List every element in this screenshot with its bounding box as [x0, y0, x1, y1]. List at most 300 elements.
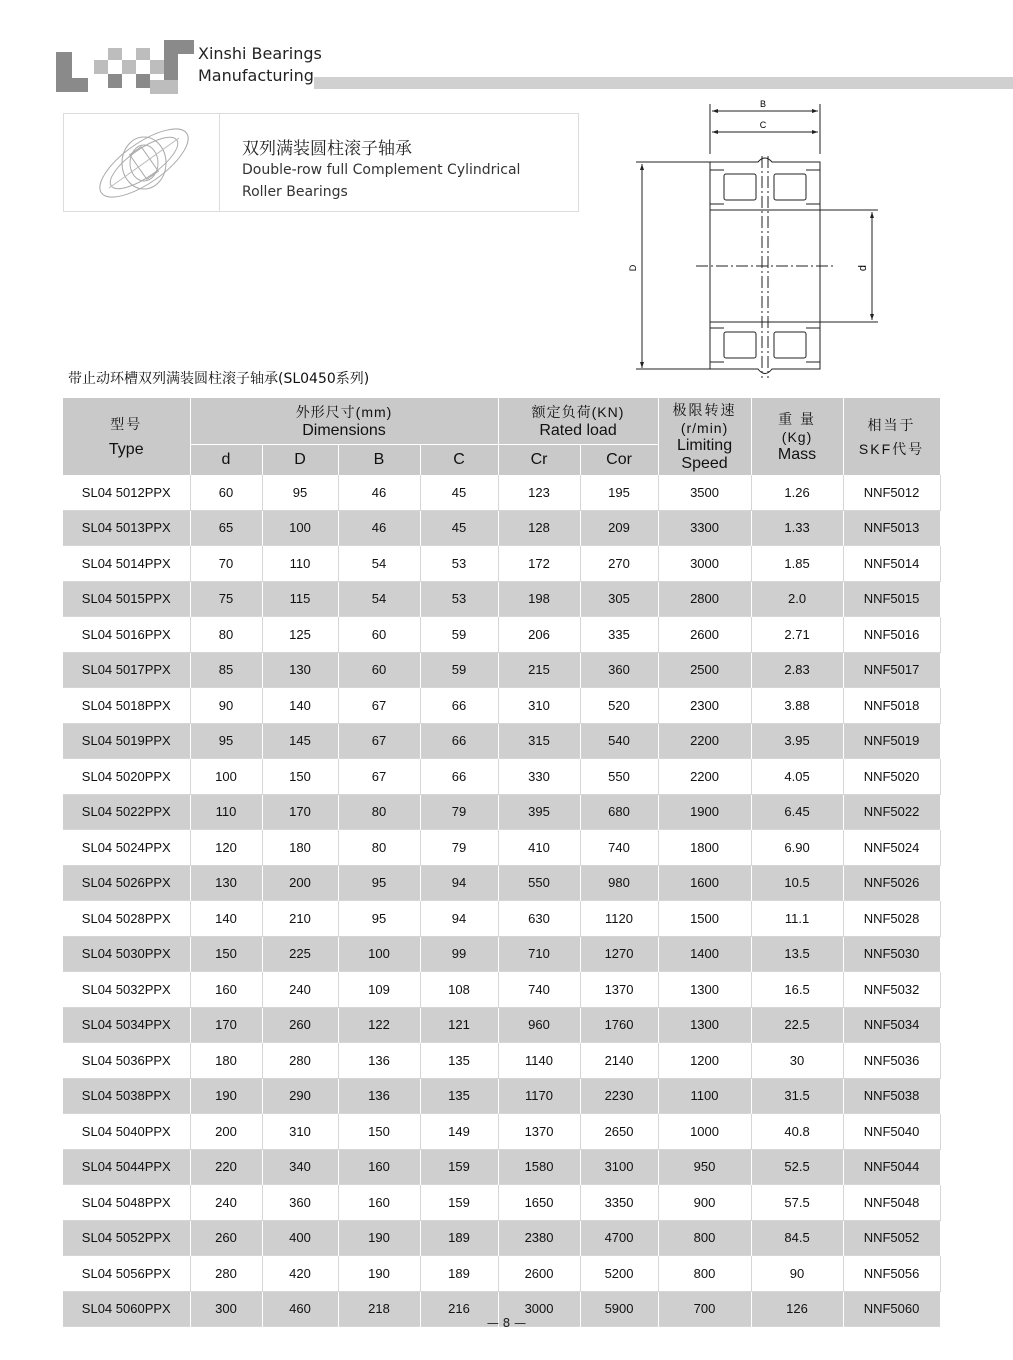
cell-limiting-speed: 1800 [658, 830, 751, 866]
table-row [63, 1043, 940, 1079]
cell-Cor: 360 [580, 652, 658, 688]
cell-type: SL04 5044PPX [63, 1149, 190, 1185]
cell-C: 121 [420, 1007, 498, 1043]
drawing-label-C: C [759, 120, 767, 130]
cell-Cor: 1760 [580, 1007, 658, 1043]
cell-type: SL04 5015PPX [63, 581, 190, 617]
cell-C: 135 [420, 1078, 498, 1114]
table-row [63, 759, 940, 795]
header-rated-load [498, 398, 658, 445]
cell-type: SL04 5024PPX [63, 830, 190, 866]
divider [219, 114, 220, 211]
cell-type: SL04 5028PPX [63, 901, 190, 937]
cell-Cr: 1140 [498, 1043, 580, 1079]
header-mass [751, 398, 843, 475]
cell-C: 45 [420, 510, 498, 546]
table-row [63, 723, 940, 759]
cell-type: SL04 5019PPX [63, 723, 190, 759]
header-type-cn: 型号 [110, 415, 143, 432]
cell-type: SL04 5017PPX [63, 652, 190, 688]
cell-C: 66 [420, 759, 498, 795]
cell-Cor: 3100 [580, 1149, 658, 1185]
cell-d: 190 [190, 1078, 262, 1114]
table-row [63, 1078, 940, 1114]
cell-B: 60 [338, 617, 420, 653]
product-title-cn: 双列满装圆柱滚子轴承 [242, 139, 412, 159]
cell-mass: 90 [751, 1256, 843, 1292]
cell-B: 100 [338, 936, 420, 972]
cell-C: 108 [420, 972, 498, 1008]
bearing-thumbnail-image [89, 118, 199, 208]
header-limiting-speed [658, 398, 751, 475]
header-B: B [338, 445, 420, 476]
cell-Cor: 1370 [580, 972, 658, 1008]
table-row [63, 1185, 940, 1221]
cell-C: 94 [420, 901, 498, 937]
cell-d: 280 [190, 1256, 262, 1292]
cell-D: 280 [262, 1043, 338, 1079]
header-type [63, 398, 190, 475]
cell-Cor: 209 [580, 510, 658, 546]
cell-d: 150 [190, 936, 262, 972]
cell-B: 136 [338, 1078, 420, 1114]
cell-d: 120 [190, 830, 262, 866]
cell-Cor: 195 [580, 475, 658, 510]
header-skf-cn-1: 相当于 [867, 416, 916, 433]
cell-limiting-speed: 2600 [658, 617, 751, 653]
brand-line-1: Xinshi Bearings [198, 44, 322, 63]
cell-D: 200 [262, 865, 338, 901]
cell-mass: 13.5 [751, 936, 843, 972]
cell-Cr: 960 [498, 1007, 580, 1043]
cell-type: SL04 5048PPX [63, 1185, 190, 1221]
cell-type: SL04 5020PPX [63, 759, 190, 795]
cell-skf-code: NNF5048 [843, 1185, 940, 1221]
product-title-en-line-1: Double-row full Complement Cylindrical [242, 162, 521, 178]
cell-limiting-speed: 3500 [658, 475, 751, 510]
cell-d: 70 [190, 546, 262, 582]
table-row [63, 581, 940, 617]
cell-type: SL04 5056PPX [63, 1256, 190, 1292]
cell-Cr: 1170 [498, 1078, 580, 1114]
cell-C: 79 [420, 830, 498, 866]
cell-d: 60 [190, 475, 262, 510]
cell-skf-code: NNF5060 [843, 1291, 940, 1327]
cell-C: 59 [420, 617, 498, 653]
cell-B: 54 [338, 546, 420, 582]
cell-mass: 11.1 [751, 901, 843, 937]
table-row [63, 510, 940, 546]
cell-d: 200 [190, 1114, 262, 1150]
cell-skf-code: NNF5024 [843, 830, 940, 866]
header-mass-cn: 重 量 [778, 410, 816, 427]
table-row [63, 1149, 940, 1185]
section-title: 带止动环槽双列满装圆柱滚子轴承(SL0450系列) [68, 371, 370, 387]
table-row [63, 830, 940, 866]
cell-limiting-speed: 2800 [658, 581, 751, 617]
cell-Cr: 1370 [498, 1114, 580, 1150]
cell-skf-code: NNF5030 [843, 936, 940, 972]
table-row [63, 546, 940, 582]
cell-type: SL04 5014PPX [63, 546, 190, 582]
header-C: C [420, 445, 498, 476]
cell-D: 310 [262, 1114, 338, 1150]
cell-B: 150 [338, 1114, 420, 1150]
cell-mass: 31.5 [751, 1078, 843, 1114]
header-skf-cn-2: SKF代号 [858, 440, 925, 457]
cell-D: 95 [262, 475, 338, 510]
cell-d: 90 [190, 688, 262, 724]
cell-D: 225 [262, 936, 338, 972]
cell-d: 140 [190, 901, 262, 937]
table-row [63, 688, 940, 724]
cell-mass: 57.5 [751, 1185, 843, 1221]
cell-type: SL04 5013PPX [63, 510, 190, 546]
product-title-en-line-2: Roller Bearings [242, 184, 348, 200]
cell-Cr: 128 [498, 510, 580, 546]
cell-D: 290 [262, 1078, 338, 1114]
table-row [63, 794, 940, 830]
cell-Cor: 520 [580, 688, 658, 724]
cell-mass: 22.5 [751, 1007, 843, 1043]
cell-Cr: 172 [498, 546, 580, 582]
cell-C: 149 [420, 1114, 498, 1150]
cell-type: SL04 5060PPX [63, 1291, 190, 1327]
cell-B: 67 [338, 688, 420, 724]
cell-limiting-speed: 900 [658, 1185, 751, 1221]
cell-C: 53 [420, 546, 498, 582]
cell-C: 189 [420, 1256, 498, 1292]
table-row [63, 865, 940, 901]
cell-B: 109 [338, 972, 420, 1008]
header-speed-en-1: Limiting [676, 436, 733, 454]
cell-mass: 3.95 [751, 723, 843, 759]
cell-Cr: 1650 [498, 1185, 580, 1221]
cell-Cor: 2140 [580, 1043, 658, 1079]
cell-limiting-speed: 2500 [658, 652, 751, 688]
cell-mass: 84.5 [751, 1220, 843, 1256]
cell-Cr: 198 [498, 581, 580, 617]
cell-Cor: 1270 [580, 936, 658, 972]
cell-type: SL04 5026PPX [63, 865, 190, 901]
cell-D: 115 [262, 581, 338, 617]
cell-type: SL04 5030PPX [63, 936, 190, 972]
cell-B: 160 [338, 1149, 420, 1185]
cell-B: 190 [338, 1220, 420, 1256]
cell-Cor: 540 [580, 723, 658, 759]
cell-B: 80 [338, 830, 420, 866]
cell-D: 180 [262, 830, 338, 866]
cell-B: 67 [338, 759, 420, 795]
table-row [63, 1007, 940, 1043]
cell-limiting-speed: 1300 [658, 1007, 751, 1043]
cell-d: 110 [190, 794, 262, 830]
cell-Cr: 410 [498, 830, 580, 866]
cell-skf-code: NNF5022 [843, 794, 940, 830]
header-mass-unit: (Kg) [781, 428, 813, 445]
cell-skf-code: NNF5015 [843, 581, 940, 617]
cell-Cr: 315 [498, 723, 580, 759]
cell-mass: 6.90 [751, 830, 843, 866]
cell-limiting-speed: 800 [658, 1256, 751, 1292]
cell-C: 66 [420, 723, 498, 759]
cell-limiting-speed: 2200 [658, 723, 751, 759]
cell-d: 220 [190, 1149, 262, 1185]
cell-type: SL04 5038PPX [63, 1078, 190, 1114]
cell-mass: 2.0 [751, 581, 843, 617]
cell-D: 130 [262, 652, 338, 688]
cell-C: 66 [420, 688, 498, 724]
cell-Cor: 2230 [580, 1078, 658, 1114]
cell-d: 95 [190, 723, 262, 759]
cell-B: 190 [338, 1256, 420, 1292]
divider [63, 114, 64, 211]
company-logo [54, 38, 196, 102]
cell-limiting-speed: 3000 [658, 546, 751, 582]
cell-Cr: 2600 [498, 1256, 580, 1292]
cell-Cr: 630 [498, 901, 580, 937]
cell-skf-code: NNF5038 [843, 1078, 940, 1114]
cell-skf-code: NNF5016 [843, 617, 940, 653]
cell-mass: 2.83 [751, 652, 843, 688]
cell-Cor: 980 [580, 865, 658, 901]
cell-D: 110 [262, 546, 338, 582]
cell-skf-code: NNF5014 [843, 546, 940, 582]
cell-d: 80 [190, 617, 262, 653]
cell-C: 94 [420, 865, 498, 901]
cell-skf-code: NNF5018 [843, 688, 940, 724]
header-Cor: Cor [580, 445, 658, 476]
table-row [63, 1114, 940, 1150]
header-type-en: Type [108, 440, 144, 458]
cell-d: 170 [190, 1007, 262, 1043]
table-header-row [63, 398, 940, 445]
header-D: D [262, 445, 338, 476]
cell-skf-code: NNF5028 [843, 901, 940, 937]
cell-mass: 30 [751, 1043, 843, 1079]
cell-C: 45 [420, 475, 498, 510]
cell-C: 99 [420, 936, 498, 972]
cell-skf-code: NNF5020 [843, 759, 940, 795]
cell-skf-code: NNF5056 [843, 1256, 940, 1292]
cell-Cr: 3000 [498, 1291, 580, 1327]
cell-C: 216 [420, 1291, 498, 1327]
brand-line-2: Manufacturing [198, 66, 314, 85]
cell-Cr: 310 [498, 688, 580, 724]
cell-B: 54 [338, 581, 420, 617]
cell-Cr: 550 [498, 865, 580, 901]
product-title-en [242, 159, 520, 203]
header-dimensions-cn: 外形尺寸(mm) [295, 404, 393, 420]
cell-Cr: 2380 [498, 1220, 580, 1256]
header-speed-en-2: Speed [681, 454, 728, 472]
cell-Cor: 680 [580, 794, 658, 830]
cell-limiting-speed: 1600 [658, 865, 751, 901]
cell-C: 135 [420, 1043, 498, 1079]
cell-Cr: 710 [498, 936, 580, 972]
page-number: — 8 — [486, 1316, 527, 1330]
cell-D: 240 [262, 972, 338, 1008]
cell-mass: 4.05 [751, 759, 843, 795]
cell-d: 100 [190, 759, 262, 795]
cell-Cor: 740 [580, 830, 658, 866]
cell-Cr: 206 [498, 617, 580, 653]
cell-Cor: 4700 [580, 1220, 658, 1256]
cell-Cor: 2650 [580, 1114, 658, 1150]
product-title-box [63, 113, 579, 212]
cell-Cr: 395 [498, 794, 580, 830]
cell-Cor: 550 [580, 759, 658, 795]
cell-type: SL04 5052PPX [63, 1220, 190, 1256]
drawing-label-B: B [759, 99, 767, 109]
cell-mass: 52.5 [751, 1149, 843, 1185]
cell-B: 46 [338, 475, 420, 510]
cell-D: 340 [262, 1149, 338, 1185]
header-speed-cn: 极限转速 [672, 401, 737, 418]
cell-d: 300 [190, 1291, 262, 1327]
cell-d: 240 [190, 1185, 262, 1221]
cell-B: 95 [338, 901, 420, 937]
table-body [63, 475, 940, 1327]
cell-Cr: 123 [498, 475, 580, 510]
cell-mass: 1.26 [751, 475, 843, 510]
cell-C: 79 [420, 794, 498, 830]
brand-name [198, 43, 322, 87]
table-row [63, 936, 940, 972]
header-mass-en: Mass [777, 445, 817, 463]
cell-skf-code: NNF5040 [843, 1114, 940, 1150]
cell-limiting-speed: 1400 [658, 936, 751, 972]
cell-mass: 2.71 [751, 617, 843, 653]
table-row [63, 652, 940, 688]
cell-limiting-speed: 1200 [658, 1043, 751, 1079]
cell-skf-code: NNF5026 [843, 865, 940, 901]
cell-skf-code: NNF5012 [843, 475, 940, 510]
cell-skf-code: NNF5013 [843, 510, 940, 546]
cell-D: 210 [262, 901, 338, 937]
cell-D: 170 [262, 794, 338, 830]
cell-D: 260 [262, 1007, 338, 1043]
drawing-label-D: D [628, 264, 638, 272]
header-dimensions [190, 398, 498, 445]
table-row [63, 901, 940, 937]
cell-D: 140 [262, 688, 338, 724]
cell-B: 67 [338, 723, 420, 759]
cell-d: 75 [190, 581, 262, 617]
cell-type: SL04 5034PPX [63, 1007, 190, 1043]
cell-type: SL04 5032PPX [63, 972, 190, 1008]
cell-B: 122 [338, 1007, 420, 1043]
cell-B: 160 [338, 1185, 420, 1221]
cell-limiting-speed: 2200 [658, 759, 751, 795]
header-d: d [190, 445, 262, 476]
cell-C: 189 [420, 1220, 498, 1256]
cell-type: SL04 5036PPX [63, 1043, 190, 1079]
cell-limiting-speed: 700 [658, 1291, 751, 1327]
cell-D: 125 [262, 617, 338, 653]
cell-D: 360 [262, 1185, 338, 1221]
cell-Cr: 215 [498, 652, 580, 688]
drawing-label-d: d [857, 264, 869, 272]
header-skf-equivalent [843, 398, 940, 475]
cell-B: 218 [338, 1291, 420, 1327]
cell-Cor: 5200 [580, 1256, 658, 1292]
cell-d: 130 [190, 865, 262, 901]
cell-D: 150 [262, 759, 338, 795]
cell-d: 160 [190, 972, 262, 1008]
divider [578, 114, 579, 211]
cell-mass: 1.33 [751, 510, 843, 546]
cell-type: SL04 5012PPX [63, 475, 190, 510]
cell-Cor: 305 [580, 581, 658, 617]
cell-skf-code: NNF5032 [843, 972, 940, 1008]
cell-D: 145 [262, 723, 338, 759]
cell-limiting-speed: 1000 [658, 1114, 751, 1150]
cell-mass: 126 [751, 1291, 843, 1327]
cell-d: 85 [190, 652, 262, 688]
cell-B: 136 [338, 1043, 420, 1079]
cell-skf-code: NNF5044 [843, 1149, 940, 1185]
cell-d: 65 [190, 510, 262, 546]
cell-type: SL04 5016PPX [63, 617, 190, 653]
cell-type: SL04 5022PPX [63, 794, 190, 830]
table-row [63, 1256, 940, 1292]
cell-limiting-speed: 2300 [658, 688, 751, 724]
cell-C: 159 [420, 1185, 498, 1221]
table-row [63, 617, 940, 653]
cell-mass: 6.45 [751, 794, 843, 830]
header-Cr: Cr [498, 445, 580, 476]
cell-mass: 3.88 [751, 688, 843, 724]
cell-limiting-speed: 1100 [658, 1078, 751, 1114]
cell-skf-code: NNF5052 [843, 1220, 940, 1256]
cell-Cr: 1580 [498, 1149, 580, 1185]
table-row [63, 475, 940, 510]
cell-C: 59 [420, 652, 498, 688]
cell-D: 400 [262, 1220, 338, 1256]
cell-Cor: 270 [580, 546, 658, 582]
header-rated-load-cn: 额定负荷(KN) [531, 404, 625, 420]
cell-C: 53 [420, 581, 498, 617]
cell-Cor: 5900 [580, 1291, 658, 1327]
cell-skf-code: NNF5017 [843, 652, 940, 688]
cell-mass: 16.5 [751, 972, 843, 1008]
cell-mass: 40.8 [751, 1114, 843, 1150]
bearing-cross-section-drawing [626, 96, 886, 386]
cell-type: SL04 5018PPX [63, 688, 190, 724]
cell-limiting-speed: 1300 [658, 972, 751, 1008]
cell-B: 80 [338, 794, 420, 830]
header-bar [314, 77, 1013, 89]
cell-D: 460 [262, 1291, 338, 1327]
cell-B: 95 [338, 865, 420, 901]
cell-B: 60 [338, 652, 420, 688]
cell-Cr: 740 [498, 972, 580, 1008]
header-speed-unit: (r/min) [680, 419, 729, 436]
header-rated-load-en: Rated load [539, 422, 617, 439]
cell-type: SL04 5040PPX [63, 1114, 190, 1150]
cell-C: 159 [420, 1149, 498, 1185]
cell-limiting-speed: 950 [658, 1149, 751, 1185]
cell-mass: 1.85 [751, 546, 843, 582]
cell-mass: 10.5 [751, 865, 843, 901]
header-dimensions-en: Dimensions [302, 422, 386, 439]
cell-skf-code: NNF5036 [843, 1043, 940, 1079]
cell-limiting-speed: 3300 [658, 510, 751, 546]
cell-limiting-speed: 1500 [658, 901, 751, 937]
cell-D: 420 [262, 1256, 338, 1292]
cell-Cor: 335 [580, 617, 658, 653]
